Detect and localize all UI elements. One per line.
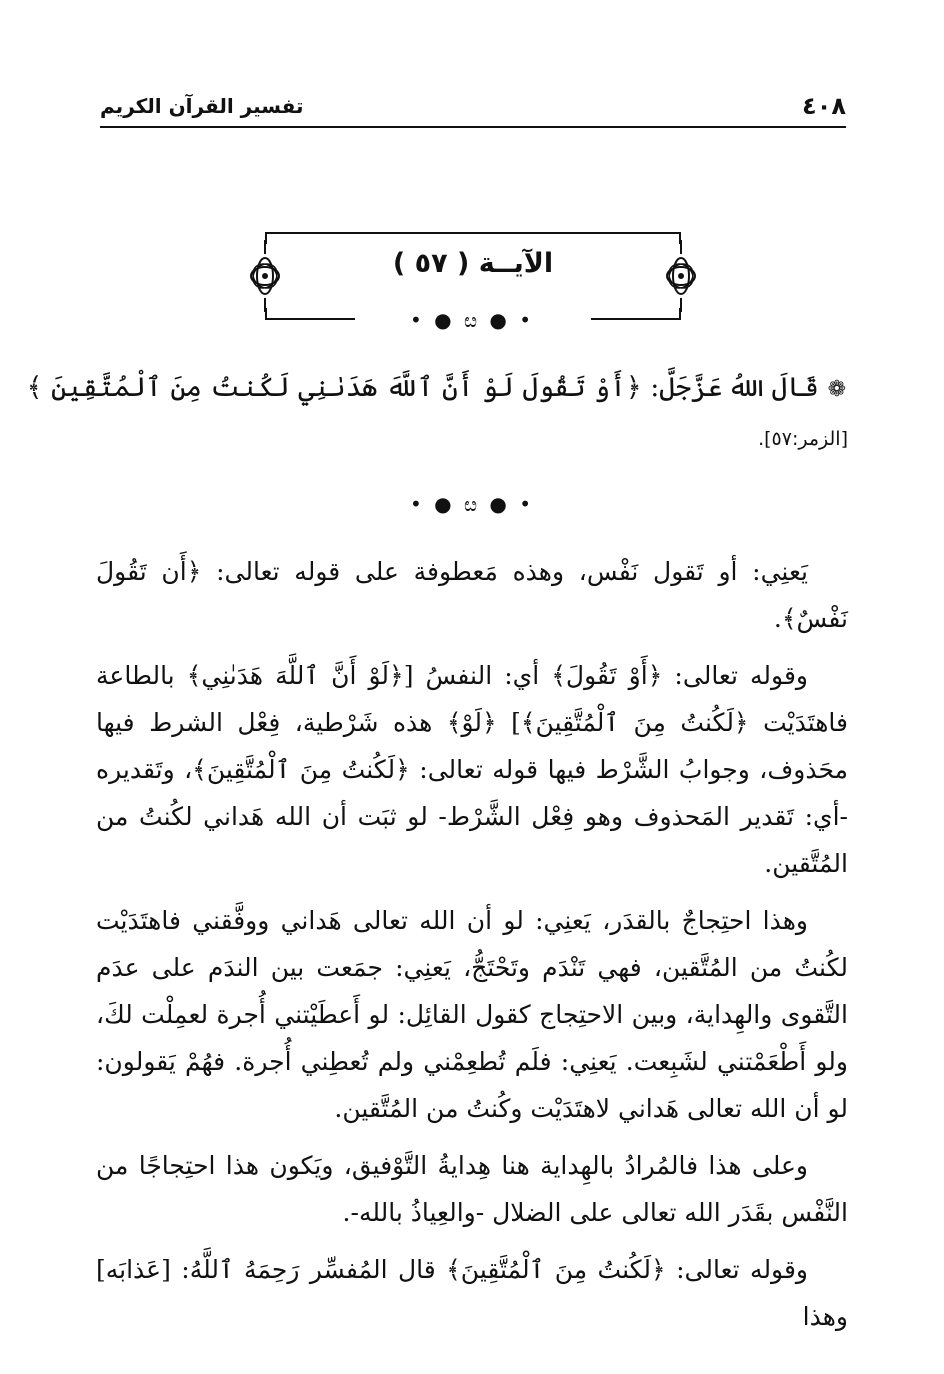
commentary-body bbox=[96, 548, 848, 1350]
ornamental-divider: • ● ೞ ● • bbox=[409, 492, 535, 516]
flower-ornament-icon: ❁ bbox=[827, 377, 846, 402]
quran-verse-text: قَالَ اللهُ عَزَّجَلَّ: ﴿أَوْ تَقُولَ لَوْ أَنَّ ٱللَّهَ هَدَىٰنِي لَكُنتُ مِنَ ٱلْمُتَّقِينَ ﴾ bbox=[26, 372, 819, 403]
quran-verse-line bbox=[26, 368, 846, 410]
ornamental-divider: • ● ೞ ● • bbox=[409, 308, 535, 332]
commentary-paragraph: وقوله تعالى: ﴿أَوْ تَقُولَ﴾ أي: النفسُ [﴿لَوْ أَنَّ ٱللَّهَ هَدَىٰنِي﴾ بالطاعة فاهتَدَيْت ﴿لَكُنتُ مِنَ ٱلْمُتَّقِينَ﴾] ﴿لَوْ﴾ هذه شَرْطية، فِعْل الشرط فيها محَذوف، وجوابُ الشَّرْط فيها قوله تعالى: ﴿لَكُنتُ مِنَ ٱلْمُتَّقِينَ﴾، وتَقديره -أي: تَقدير المَحذوف وهو فِعْل الشَّرْط- لو ثبَت أن الله هَداني لكُنتُ من المُتَّقين. bbox=[96, 661, 848, 878]
page-number: ٤٠٨ bbox=[802, 92, 846, 120]
commentary-paragraph: وعلى هذا فالمُرادُ بالهِداية هنا هِدايةُ التَّوْفيق، ويَكون هذا احتِجاجًا من النَّفْس بقَدَر الله تعالى على الضلال -والعِياذُ بالله-. bbox=[96, 1151, 848, 1227]
commentary-paragraph: وقوله تعالى: ﴿لَكُنتُ مِنَ ٱلْمُتَّقِينَ﴾ قال المُفسِّر رَحِمَهُ ٱللَّهُ: [عَذابَه] وهذا bbox=[96, 1255, 848, 1331]
book-title: تفسير القرآن الكريم bbox=[100, 94, 304, 118]
frame-top-line bbox=[265, 232, 681, 234]
verse-heading: الآيــة ( ٥٧ ) bbox=[392, 248, 554, 279]
commentary-paragraph: يَعنِي: أو تَقول نَفْس، وهذه مَعطوفة على قوله تعالى: ﴿أَن تَقُولَ نَفْسٌ﴾. bbox=[96, 557, 848, 633]
verse-heading-frame bbox=[265, 232, 681, 320]
running-header bbox=[100, 88, 846, 128]
verse-citation: [الزمر:٥٧]. bbox=[758, 428, 848, 450]
commentary-paragraph: وهذا احتِجاجٌ بالقدَر، يَعنِي: لو أن الله تعالى هَداني ووفَّقني فاهتَدَيْت لكُنتُ من المُتَّقين، فهي تَنْدَم وتَحْتَجُّ، يَعنِي: جمَعت بين الندَم على عدَم التَّقوى والهِداية، وبين الاحتِجاج كقول القائِل: لو أَعطَيْتني أُجرة لعمِلْت لكَ، ولو أَطْعَمْتني لشَبِعت. يَعنِي: فلَم تُطعِمْني ولم تُعطِني أُجرة. فهُمْ يَقولون: لو أن الله تعالى هَداني لاهتَدَيْت وكُنتُ من المُتَّقين. bbox=[96, 906, 849, 1123]
